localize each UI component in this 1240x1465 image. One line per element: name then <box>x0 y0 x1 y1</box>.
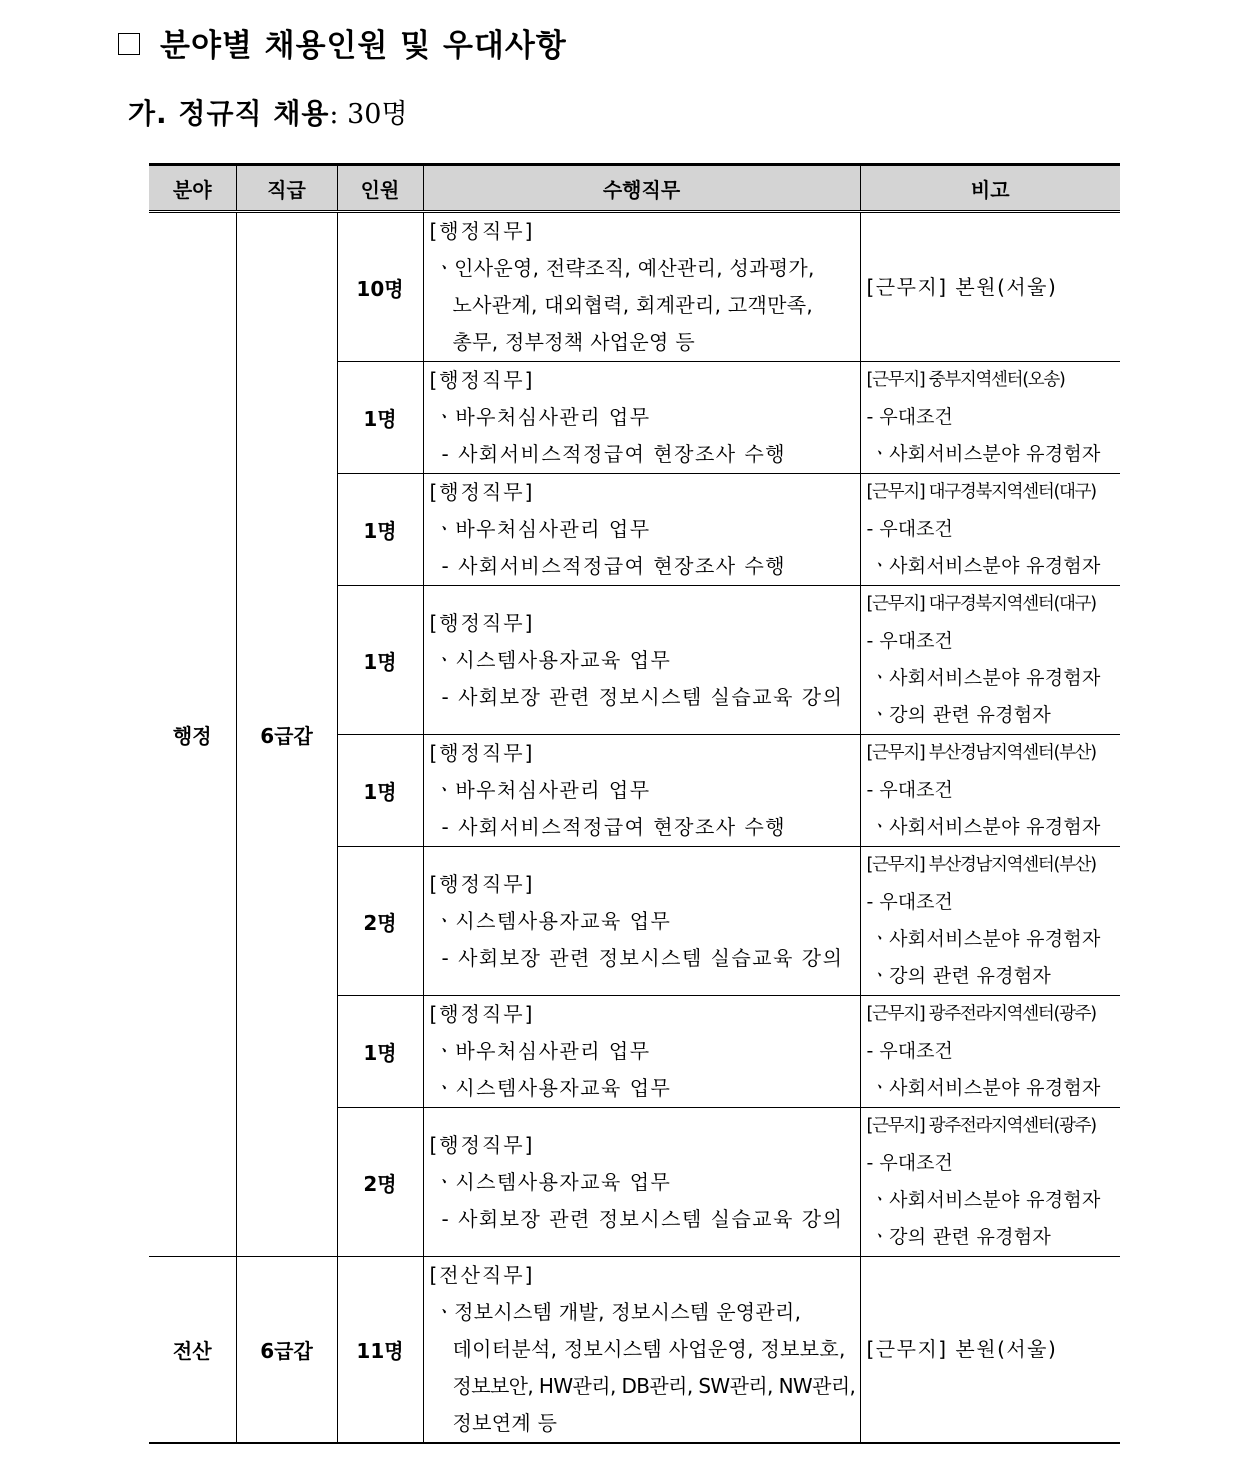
note-cell <box>860 847 1120 996</box>
duty-line: ㆍ시스템사용자교육 업무 <box>434 1076 672 1100</box>
duty-line: [행정직무] <box>429 1002 535 1026</box>
count-cell: 1명 <box>337 474 423 586</box>
duty-cell <box>423 1257 860 1444</box>
subtitle-separator: : <box>329 99 339 130</box>
note-line: ㆍ강의 관련 유경험자 <box>870 704 1052 726</box>
count-cell: 1명 <box>337 362 423 474</box>
duty-line: [행정직무] <box>429 1132 535 1157</box>
note-cell <box>860 362 1120 474</box>
duty-line: 총무, 정부정책 사업운영 등 <box>452 330 695 354</box>
note-line: ㆍ사회서비스분야 유경험자 <box>870 1077 1101 1099</box>
duty-line: ㆍ바우처심사관리 업무 <box>434 517 651 541</box>
duty-line: 정보보안, HW관리, DB관리, SW관리, NW관리, <box>452 1374 856 1398</box>
note-line: - 우대조건 <box>866 1152 953 1174</box>
note-line: ㆍ사회서비스분야 유경험자 <box>870 555 1101 577</box>
header-duty: 수행직무 <box>423 165 860 212</box>
duty-line: - 사회보장 관련 정보시스템 실습교육 강의 <box>441 945 844 970</box>
duty-line: ㆍ정보시스템 개발, 정보시스템 운영관리, <box>434 1300 802 1324</box>
note-line: [근무지] 본원(서울) <box>866 274 1058 299</box>
note-cell <box>860 586 1120 735</box>
duty-cell <box>423 362 860 474</box>
count-cell: 2명 <box>337 847 423 996</box>
duty-line: ㆍ바우처심사관리 업무 <box>434 405 651 429</box>
note-line: [근무지] 대구경북지역센터(대구) <box>866 594 1096 614</box>
table-header-row <box>149 165 1120 212</box>
header-field: 분야 <box>149 165 236 212</box>
grade-cell: 6급갑 <box>236 1257 337 1444</box>
note-line: [근무지] 광주전라지역센터(광주) <box>866 1116 1096 1136</box>
duty-cell <box>423 735 860 847</box>
section-title <box>118 20 567 65</box>
note-line: [근무지] 광주전라지역센터(광주) <box>866 1004 1096 1024</box>
recruitment-table <box>149 163 1120 1444</box>
duty-cell <box>423 586 860 735</box>
count-cell: 11명 <box>337 1257 423 1444</box>
duty-line: ㆍ인사운영, 전략조직, 예산관리, 성과평가, <box>434 256 815 280</box>
grade-cell: 6급갑 <box>236 212 337 1257</box>
duty-line: 데이터분석, 정보시스템 사업운영, 정보보호, <box>452 1337 846 1361</box>
duty-line: [행정직무] <box>429 610 535 635</box>
duty-line: - 사회서비스적정급여 현장조사 수행 <box>441 442 787 466</box>
duty-cell <box>423 996 860 1108</box>
duty-cell <box>423 212 860 362</box>
note-line: [근무지] 대구경북지역센터(대구) <box>866 482 1096 502</box>
table-row <box>149 212 1120 362</box>
duty-line: ㆍ시스템사용자교육 업무 <box>434 1169 672 1194</box>
duty-line: ㆍ시스템사용자교육 업무 <box>434 908 672 933</box>
note-cell <box>860 996 1120 1108</box>
note-line: ㆍ강의 관련 유경험자 <box>870 1226 1052 1248</box>
duty-line: ㆍ시스템사용자교육 업무 <box>434 647 672 672</box>
note-line: - 우대조건 <box>866 1040 953 1062</box>
duty-line: [행정직무] <box>429 368 535 392</box>
duty-line: [행정직무] <box>429 871 535 896</box>
duty-cell <box>423 847 860 996</box>
count-cell: 1명 <box>337 735 423 847</box>
duty-line: [행정직무] <box>429 741 535 765</box>
checkbox-icon <box>118 33 140 55</box>
duty-line: ㆍ바우처심사관리 업무 <box>434 778 651 802</box>
duty-cell <box>423 1108 860 1257</box>
subtitle-label: 가. 정규직 채용 <box>128 97 330 130</box>
note-line: - 우대조건 <box>866 406 953 428</box>
field-cell: 전산 <box>149 1257 236 1444</box>
note-line: ㆍ사회서비스분야 유경험자 <box>870 928 1101 950</box>
note-line: - 우대조건 <box>866 779 953 801</box>
note-cell <box>860 474 1120 586</box>
note-line: [근무지] 부산경남지역센터(부산) <box>866 855 1096 875</box>
note-line: - 우대조건 <box>866 630 953 652</box>
duty-line: - 사회서비스적정급여 현장조사 수행 <box>441 554 787 578</box>
table-row <box>149 1257 1120 1444</box>
note-line: - 우대조건 <box>866 518 953 540</box>
note-line: ㆍ사회서비스분야 유경험자 <box>870 816 1101 838</box>
note-line: ㆍ사회서비스분야 유경험자 <box>870 667 1101 689</box>
count-cell: 2명 <box>337 1108 423 1257</box>
header-count: 인원 <box>337 165 423 212</box>
note-line: - 우대조건 <box>866 891 953 913</box>
duty-line: - 사회서비스적정급여 현장조사 수행 <box>441 815 787 839</box>
section-title-text: 분야별 채용인원 및 우대사항 <box>160 28 567 64</box>
duty-line: ㆍ바우처심사관리 업무 <box>434 1039 651 1063</box>
note-line: [근무지] 중부지역센터(오송) <box>866 370 1065 390</box>
duty-line: - 사회보장 관련 정보시스템 실습교육 강의 <box>441 684 844 709</box>
field-cell: 행정 <box>149 212 236 1257</box>
count-cell: 10명 <box>337 212 423 362</box>
note-line: [근무지] 부산경남지역센터(부산) <box>866 743 1096 763</box>
note-cell <box>860 735 1120 847</box>
note-cell <box>860 1108 1120 1257</box>
duty-cell <box>423 474 860 586</box>
header-note: 비고 <box>860 165 1120 212</box>
note-cell <box>860 1257 1120 1444</box>
note-line: [근무지] 본원(서울) <box>866 1337 1058 1361</box>
note-line: ㆍ강의 관련 유경험자 <box>870 965 1052 987</box>
note-line: ㆍ사회서비스분야 유경험자 <box>870 1189 1101 1211</box>
count-cell: 1명 <box>337 996 423 1108</box>
duty-line: - 사회보장 관련 정보시스템 실습교육 강의 <box>441 1206 844 1231</box>
header-grade: 직급 <box>236 165 337 212</box>
duty-line: [행정직무] <box>429 480 535 504</box>
note-cell <box>860 212 1120 362</box>
subtitle <box>128 92 408 132</box>
count-cell: 1명 <box>337 586 423 735</box>
duty-line: [전산직무] <box>429 1263 535 1287</box>
subtitle-count: 30명 <box>338 99 408 130</box>
duty-line: 노사관계, 대외협력, 회계관리, 고객만족, <box>452 293 814 317</box>
duty-line: 정보연계 등 <box>452 1411 558 1435</box>
duty-line: [행정직무] <box>429 219 535 243</box>
note-line: ㆍ사회서비스분야 유경험자 <box>870 443 1101 465</box>
